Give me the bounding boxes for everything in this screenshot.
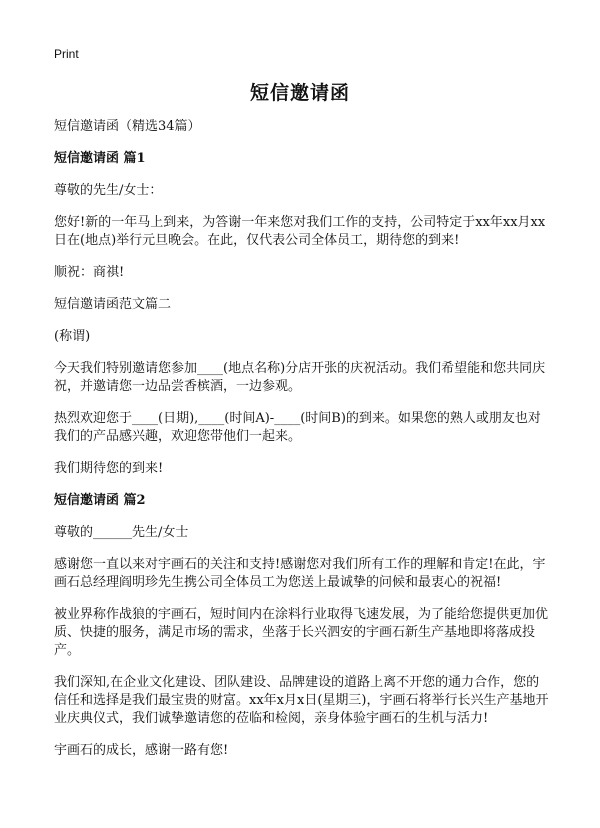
print-link[interactable]: Print	[54, 47, 79, 61]
document-body	[54, 118, 550, 774]
salutation: 尊敬的先生/女士：	[54, 183, 163, 198]
document-title: 短信邀请函	[249, 82, 350, 104]
addressee-line: (称谓)	[54, 329, 91, 344]
closing-line: 顺祝：商祺!	[54, 265, 125, 280]
section-heading-2: 短信邀请函 篇2	[54, 493, 146, 508]
sample-heading: 短信邀请函范文篇二	[54, 297, 172, 312]
section-heading-1: 短信邀请函 篇1	[54, 151, 146, 166]
body-paragraph: 您好!新的一年马上到来，为答谢一年来您对我们工作的支持，公司特定于xx年xx月xx日在(地点)举行元旦晚会。在此，仅代表公司全体员工，期待您的到来!	[54, 215, 546, 248]
body-paragraph: 我们深知,在企业文化建设、团队建设、品牌建设的道路上离不开您的通力合作，您的信任和选择是我们最宝贵的财富。xx年x月x日(星期三)，宇画石将举行长兴生产基地开业庆典仪式，我们诚挚邀请您的莅临和检阅，亲身体验宇画石的生机与活力!	[54, 675, 549, 726]
body-paragraph: 被业界称作战狼的宇画石，短时间内在涂料行业取得飞速发展，为了能给您提供更加优质、快捷的服务，满足市场的需求，坐落于长兴泗安的宇画石新生产基地即将落成投产。	[54, 607, 549, 658]
subtitle-line: 短信邀请函（精选34篇）	[54, 119, 201, 134]
salutation: 尊敬的______先生/女士	[54, 525, 189, 540]
body-paragraph: 今天我们特别邀请您参加____(地点名称)分店开张的庆祝活动。我们希望能和您共同庆祝，并邀请您一边品尝香槟酒，一边参观。	[54, 361, 546, 394]
closing-line: 宇画石的成长，感谢一路有您!	[54, 743, 229, 758]
closing-line: 我们期待您的到来!	[54, 461, 164, 476]
body-paragraph: 热烈欢迎您于____(日期),____(时间A)-____(时间B)的到来。如果您的熟人或朋友也对我们的产品感兴趣，欢迎您带他们一起来。	[54, 411, 541, 444]
body-paragraph: 感谢您一直以来对宇画石的关注和支持!感谢您对我们所有工作的理解和肯定!在此，宇画石总经理阎明珍先生携公司全体员工为您送上最诚挚的问候和最衷心的祝福!	[54, 557, 546, 590]
